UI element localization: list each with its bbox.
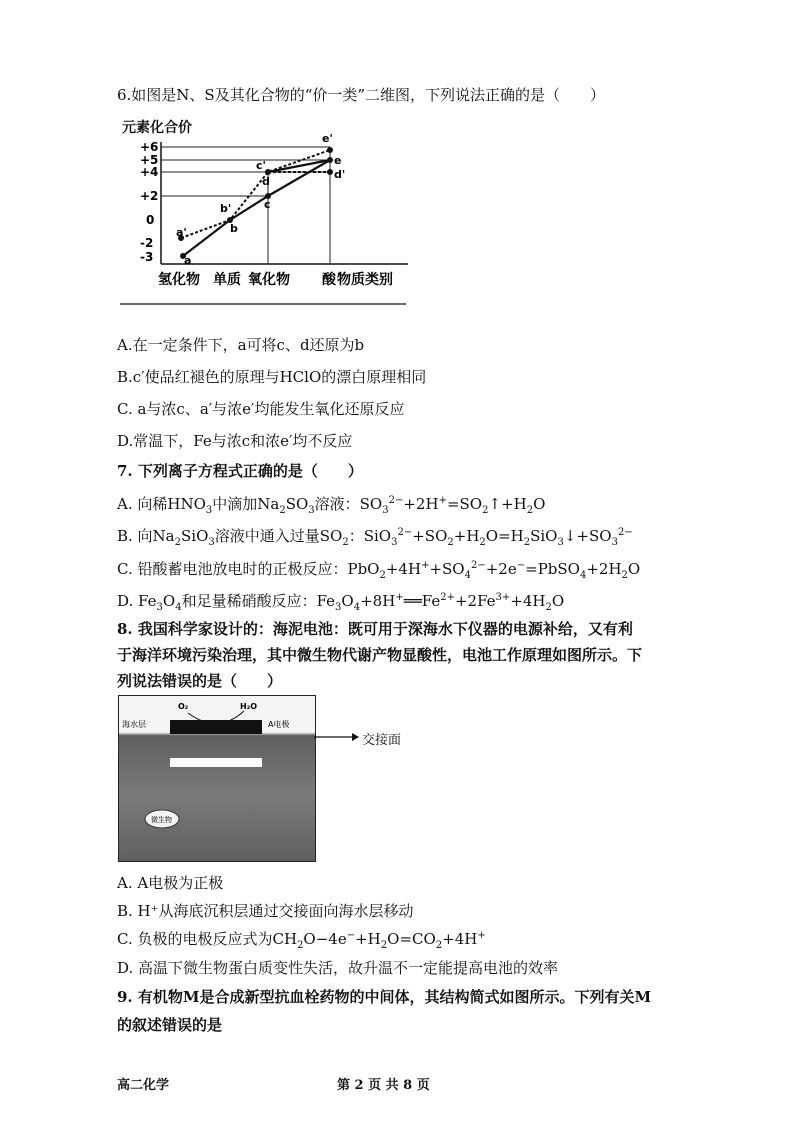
- q7-option-a: A. 向稀$HNO_3$中滴加$Na_2SO_3$溶液：$SO_3^{2-}+2H^+=SO_2↑+H_2O$: [117, 495, 546, 516]
- q8-c-text: O=CO: [387, 930, 436, 948]
- point-label: b': [220, 202, 232, 215]
- q8-option-c: C. 负极的电极反应式为$CH_2O-4e^-+H_2O=CO_2+4H^+$: [117, 930, 486, 951]
- series-n-line: [183, 160, 330, 256]
- seawater-label: 海水层: [122, 720, 146, 729]
- q7-option-b: B. 向$Na_2SiO_3$溶液中通入过量$SO_2$：$SiO_3^{2-}+SO_2+H_2O=H_2SiO_3↓+SO_3^{2-}$: [117, 527, 633, 548]
- electrode-a: [170, 720, 262, 734]
- q7-c-text: +2e: [485, 560, 517, 578]
- x-axis-title: 物质类别: [337, 272, 393, 288]
- q7-b-text: +SO: [412, 527, 448, 545]
- q6-option-c: C. a与浓c、a′与浓e′均能发生氧化还原反应: [117, 400, 405, 418]
- point-label: a: [184, 254, 192, 267]
- q7-option-d: D. $Fe_3O_4$和足量稀硝酸反应：$Fe_3O_4+8H^+══Fe^{2+}+2Fe^{3+}+4H_2O$: [117, 592, 565, 613]
- q7-b-text: O=H: [485, 527, 524, 545]
- electrode-b: [170, 758, 262, 767]
- q7-c-text: +2H: [586, 560, 622, 578]
- q7-b-text: ↓+SO: [563, 527, 612, 545]
- x-label: 氧化物: [248, 272, 290, 288]
- q8-stem-line1: 8. 我国科学家设计的：海泥电池：既可用于深海水下仪器的电源补给，又有利: [117, 620, 633, 638]
- h2o-label: H₂O: [240, 702, 257, 711]
- microbe-label: 微生物: [151, 816, 172, 824]
- q7-b-text: +H: [453, 527, 480, 545]
- q7-a-text: ↑+H: [488, 495, 527, 513]
- point-label: c: [264, 198, 271, 211]
- x-label: 氢化物: [158, 272, 200, 288]
- point-label: d': [334, 168, 346, 181]
- point-e: [327, 157, 333, 163]
- q7-c-text: +SO: [429, 560, 465, 578]
- q8-c-text: C. 负极的电极反应式为CH: [117, 930, 298, 948]
- q6-option-d: D.常温下，Fe与浓c和浓e′均不反应: [117, 432, 353, 450]
- q7-b-text: SiO: [530, 527, 558, 545]
- y-tick: +6: [140, 140, 159, 154]
- y-tick: +5: [140, 153, 159, 167]
- q9-stem-line2: 的叙述错误的是: [117, 1016, 223, 1034]
- q7-d-text: ══Fe: [403, 592, 441, 610]
- q8-stem-line3: 列说法错误的是（ ）: [117, 672, 283, 690]
- interface-arrow-icon: [314, 730, 359, 744]
- q7-b-text: ：SiO: [348, 527, 392, 545]
- q7-d-text: O: [551, 592, 565, 610]
- point-e-prime: [327, 147, 333, 153]
- point-label: a': [176, 226, 187, 239]
- chart-title: 元素化合价: [122, 120, 192, 136]
- interface-label: 交接面: [362, 733, 402, 748]
- q7-a-text: 溶液：SO: [314, 495, 383, 513]
- q7-option-c: C. 铅酸蓄电池放电时的正极反应：$PbO_2+4H^++SO_4^{2-}+2e^-=PbSO_4+2H_2O$: [117, 560, 641, 581]
- q6-option-b: B.c′使品红褪色的原理与HClO的漂白原理相同: [117, 368, 427, 386]
- y-tick: +4: [140, 165, 159, 179]
- point-label: d: [262, 175, 270, 188]
- point-label: e: [334, 154, 342, 167]
- q7-a-text: A. 向稀HNO: [117, 495, 206, 513]
- q8-c-text: +H: [355, 930, 381, 948]
- x-label: 酸: [322, 272, 336, 288]
- valence-class-chart: [118, 112, 418, 312]
- point-d-prime: [327, 169, 333, 175]
- battery-overlay: [118, 695, 314, 860]
- q6-option-a: A.在一定条件下，a可将c、d还原为b: [117, 336, 365, 354]
- q7-d-text: +4H: [510, 592, 546, 610]
- q7-a-text: O: [533, 495, 546, 513]
- q7-a-text: =SO: [446, 495, 483, 513]
- q7-d-text: O: [341, 592, 354, 610]
- footer-subject: 高二化学: [117, 1078, 170, 1093]
- y-tick: 0: [146, 213, 155, 227]
- q7-c-text: +4H: [385, 560, 422, 578]
- q8-stem-line2: 于海洋环境污染治理，其中微生物代谢产物显酸性，电池工作原理如图所示。下: [117, 646, 643, 664]
- q7-d-text: O: [162, 592, 176, 610]
- q8-option-a: A. A电极为正极: [117, 874, 224, 892]
- y-tick: -3: [140, 250, 154, 264]
- q7-stem: 7. 下列离子方程式正确的是（ ）: [117, 462, 363, 480]
- q7-b-text: SiO: [181, 527, 209, 545]
- electrode-a-label: A电极: [268, 720, 290, 729]
- q7-d-text: D. Fe: [117, 592, 157, 610]
- q6-stem: 6.如图是N、S及其化合物的“价一类”二维图，下列说法正确的是（ ）: [117, 86, 606, 104]
- q9-stem-line1: 9. 有机物M是合成新型抗血栓药物的中间体，其结构简式如图所示。下列有关M: [117, 988, 652, 1006]
- q7-c-text: =PbSO: [525, 560, 580, 578]
- q7-a-text: +2H: [403, 495, 439, 513]
- q7-d-text: +2Fe: [454, 592, 496, 610]
- q7-b-text: B. 向Na: [117, 527, 175, 545]
- point-label: c': [256, 159, 266, 172]
- footer-page-number: 第 2 页 共 8 页: [337, 1078, 430, 1093]
- q7-a-text: 中滴加Na: [212, 495, 280, 513]
- q7-a-text: SO: [285, 495, 309, 513]
- point-label: b: [230, 222, 238, 235]
- q8-option-b: B. H⁺从海底沉积层通过交接面向海水层移动: [117, 902, 414, 920]
- point-label: e': [322, 132, 333, 145]
- y-tick: -2: [140, 236, 154, 250]
- x-label: 单质: [213, 272, 241, 288]
- q7-c-text: O: [627, 560, 641, 578]
- q7-d-text: +8H: [360, 592, 396, 610]
- y-tick: +2: [140, 189, 159, 203]
- q8-c-text: O−4e: [303, 930, 347, 948]
- q7-c-text: C. 铅酸蓄电池放电时的正极反应：PbO: [117, 560, 380, 578]
- q7-b-text: 溶液中通入过量SO: [214, 527, 343, 545]
- o2-label: O₂: [178, 702, 189, 711]
- q8-c-text: +4H: [442, 930, 478, 948]
- q7-d-text: 和足量稀硝酸反应：Fe: [181, 592, 336, 610]
- q8-option-d: D. 高温下微生物蛋白质变性失活，故升温不一定能提高电池的效率: [117, 959, 559, 977]
